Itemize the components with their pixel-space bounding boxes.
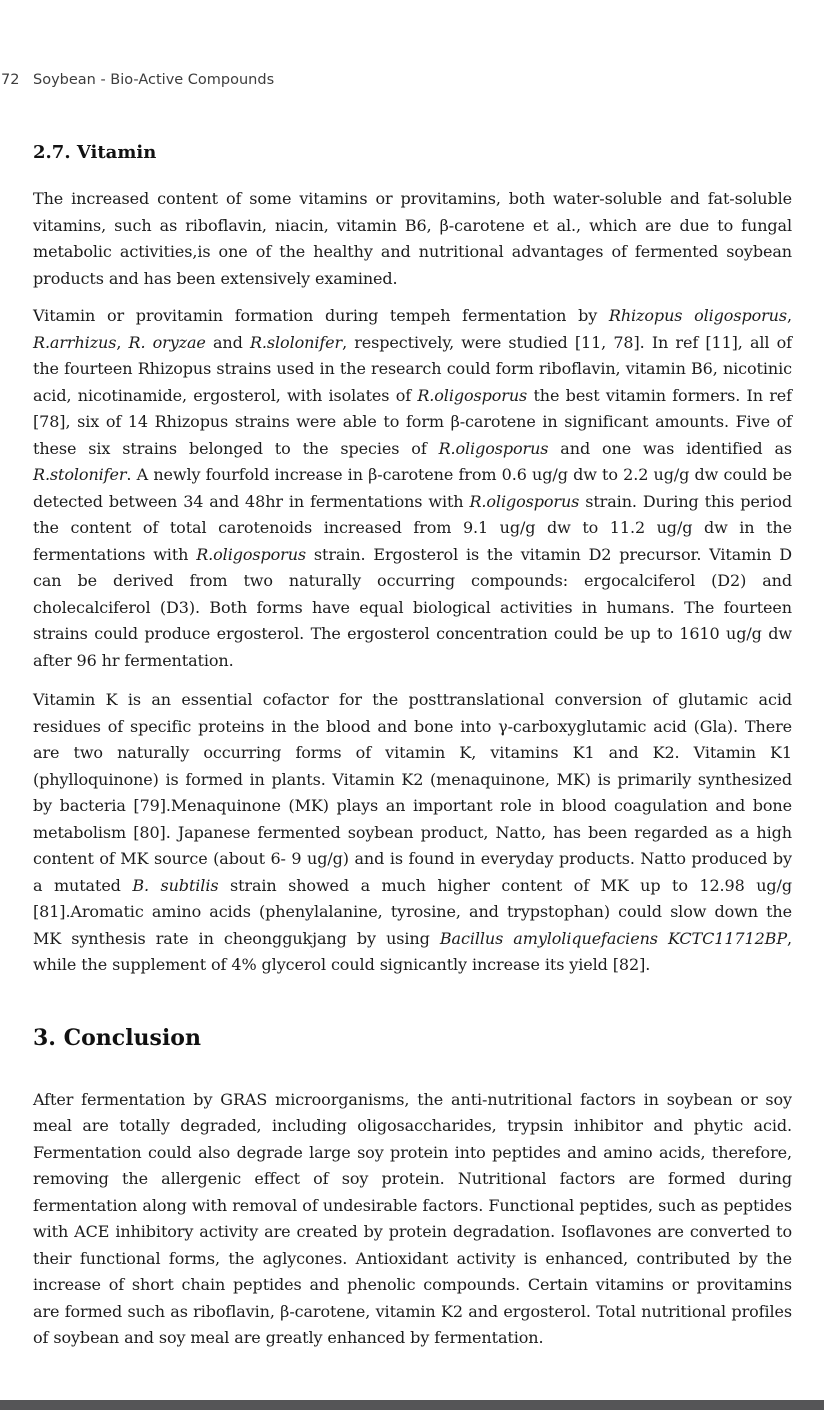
- paragraph-conclusion: After fermentation by GRAS microorganisms, the anti-nutritional factors in soybean or soy meal are totally degraded, including oligosaccharides, trypsin inhibitor and phytic acid. Fermentation could also degrade large soy protein into peptides and amino acids, therefore, removing the allergenic effect of soy protein. Nutritional factors are formed during fermentation along with removal of undesirable factors. Functional peptides, such as peptides with ACE inhibitory activity are created by protein degradation. Isoflavones are converted to their functional forms, the aglycones. Antioxidant activity is enhanced, contributed by the increase of short chain peptides and phenolic compounds. Certain vitamins or provitamins are formed such as riboflavin, β-carotene, vitamin K2 and ergosterol. Total nutritional profiles of soybean and soy meal are greatly enhanced by fermentation.: [33, 1089, 792, 1347]
- paragraph-vitamin-2: Vitamin or provitamin formation during tempeh fermentation by Rhizopus oligosporus, R.arrhizus, R. oryzae and R.slolonifer, respectively, were studied [11, 78]. In ref [11], all of the fourteen Rhizopus strains used in the research could form riboflavin, vitamin B6, nicotinic acid, nicotinamide, ergosterol, with isolates of R.oligosporus the best vitamin formers. In ref [78], six of 14 Rhizopus strains were able to form β-carotene in significant amounts. Five of these six strains belonged to the species of R.oligosporus and one was identified as R.stolonifer. A newly fourfold increase in β-carotene from 0.6 ug/g dw to 2.2 ug/g dw could be detected between 34 and 48hr in fermentations with R.oligosporus strain. During this period the content of total carotenoids increased from 9.1 ug/g dw to 11.2 ug/g dw in the fermentations with R.oligosporus strain. Ergosterol is the vitamin D2 precursor. Vitamin D can be derived from two naturally occurring compounds: ergocalciferol (D2) and cholecalciferol (D3). Both forms have equal biological activities in humans. The fourteen strains could produce ergosterol. The ergosterol concentration could be up to 1610 ug/g dw after 96 hr fermentation.: [33, 306, 793, 670]
- paragraph-vitamin-1: The increased content of some vitamins or provitamins, both water-soluble and fat-soluble vitamins, such as riboflavin, niacin, vitamin B6, β-carotene et al., which are due to fungal metabolic activities,is one of the healthy and nutritional advantages of fermented soybean products and has been extensively examined.: [33, 189, 792, 288]
- page-content: [0, 142, 824, 1352]
- section-heading-vitamin: 2.7. Vitamin: [33, 142, 157, 163]
- bottom-bar: [0, 1400, 824, 1410]
- paragraph-vitamin-3: Vitamin K is an essential cofactor for the posttranslational conversion of glutamic acid residues of specific proteins in the blood and bone into γ-carboxyglutamic acid (Gla). There are two naturally occurring forms of vitamin K, vitamins K1 and K2. Vitamin K1 (phylloquinone) is formed in plants. Vitamin K2 (menaquinone, MK) is primarily synthesized by bacteria [79].Menaquinone (MK) plays an important role in blood coagulation and bone metabolism [80]. Japanese fermented soybean product, Natto, has been regarded as a high content of MK source (about 6- 9 ug/g) and is found in everyday products. Natto produced by a mutated B. subtilis strain showed a much higher content of MK up to 12.98 ug/g [81].Aromatic amino acids (phenylalanine, tyrosine, and trypstophan) could slow down the MK synthesis rate in cheonggukjang by using Bacillus amyloliquefaciens KCTC11712BP, while the supplement of 4% glycerol could signicantly increase its yield [82].: [33, 690, 792, 974]
- section-heading-conclusion: 3. Conclusion: [33, 1024, 201, 1051]
- page-number: 72: [1, 72, 20, 88]
- running-title: Soybean - Bio-Active Compounds: [33, 72, 275, 88]
- running-head: [0, 72, 824, 92]
